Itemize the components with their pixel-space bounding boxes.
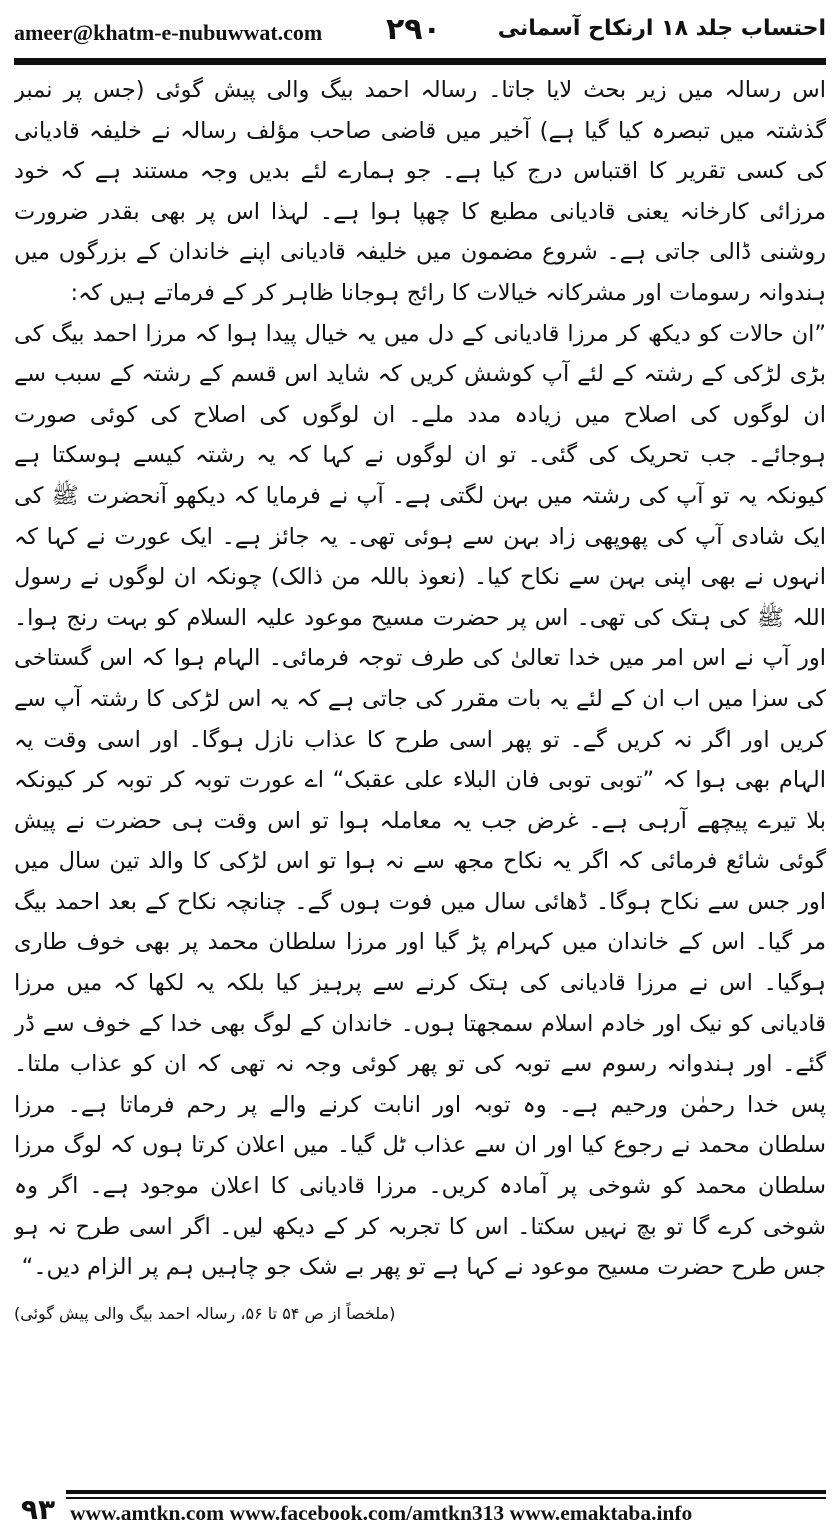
footer-page-number: ۹۳ (20, 1493, 56, 1526)
footer-rule-thick (66, 1490, 826, 1494)
header-book-title: احتساب جلد ۱۸ ارنکاح آسمانی (497, 16, 826, 41)
source-citation: (ملخصاً از ص ۵۴ تا ۵۶، رسالہ احمد بیگ والی پیش گوئی) (14, 1303, 396, 1323)
footer-rule-thin (66, 1497, 826, 1499)
main-text (14, 70, 826, 1455)
footer-website-links: www.amtkn.com www.facebook.com/amtkn313 www.emaktaba.info (70, 1501, 693, 1525)
page-header (14, 10, 826, 56)
paragraph-intro: اس رسالہ میں زیر بحث لایا جاتا۔ رسالہ احمد بیگ والی پیش گوئی (جس پر نمبر گذشتہ میں تبصرہ کیا گیا ہے) آخیر میں قاضی صاحب مؤلف رسالہ نے خلیفہ قادیانی کی کسی تقریر کا اقتباس درج کیا ہے۔ جو ہمارے لئے بدیں وجہ مستند ہے کہ خود مرزائی کارخانہ یعنی قادیانی مطبع کا چھپا ہوا ہے۔ لہذا اس پر بھی بقدر ضرورت روشنی ڈالی جاتی ہے۔ شروع مضمون میں خلیفہ قادیانی اپنے خاندان کے بزرگوں میں ہندوانہ رسومات اور مشرکانہ خیالات کا رائج ہوجانا ظاہر کر کے فرماتے ہیں کہ: (14, 77, 826, 306)
page-footer (14, 1488, 826, 1532)
paragraph-quotation: ”ان حالات کو دیکھ کر مرزا قادیانی کے دل میں یہ خیال پیدا ہوا کہ مرزا احمد بیگ کی بڑی لڑکی کے رشتہ کے لئے آپ کوشش کریں کہ شاید اس قسم کے رشتہ کے سبب سے ان لوگوں کی اصلاح میں زیادہ مدد ملے۔ ان لوگوں کی اصلاح کی کوئی صورت ہوجائے۔ جب تحریک کی گئی۔ تو ان لوگوں نے کہا کہ یہ رشتہ کیسے ہوسکتا ہے کیونکہ یہ تو آپ کی رشتہ میں بہن لگتی ہے۔ آپ نے فرمایا کہ دیکھو آنحضرت ﷺ کی ایک شادی آپ کی پھوپھی زاد بہن سے ہوئی تھی۔ یہ جائز ہے۔ ایک عورت نے کہا کہ انہوں نے بھی اپنی بہن سے نکاح کیا۔ (نعوذ باللہ من ذالک) چونکہ ان لوگوں نے رسول اللہ ﷺ کی ہتک کی تھی۔ اس پر حضرت مسیح موعود علیہ السلام کو بہت رنج ہوا۔ اور آپ نے اس امر میں خدا تعالیٰ کی طرف توجہ فرمائی۔ الہام ہوا کہ اس گستاخی کی سزا میں اب ان کے لئے یہ بات مقرر کی جاتی ہے کہ یہ اس لڑکی کا رشتہ آپ سے کریں اور اگر نہ کریں گے۔ تو پھر اسی طرح کا عذاب نازل ہوگا۔ اور اسی وقت یہ الہام بھی ہوا کہ ”توبی توبی فان البلاء علی عقبک“ اے عورت توبہ کر توبہ کر کیونکہ بلا تیرے پیچھے آرہی ہے۔ غرض جب یہ معاملہ ہوا تو اس وقت ہی حضرت نے پیش گوئی شائع فرمائی کہ اگر یہ نکاح مجھ سے نہ ہوا تو اس لڑکی کا والد تین سال میں اور جس سے نکاح ہوگا۔ ڈھائی سال میں فوت ہوں گے۔ چنانچہ نکاح کے بعد احمد بیگ مر گیا۔ اس کے خاندان میں کہرام پڑ گیا اور مرزا سلطان محمد پر بھی خوف طاری ہوگیا۔ اس نے مرزا قادیانی کی ہتک کرنے سے پرہیز کیا بلکہ یہ لکھا کہ میں مرزا قادیانی کو نیک اور خادم اسلام سمجھتا ہوں۔ خاندان کے لوگ بھی خدا کے خوف سے ڈر گئے۔ اور ہندوانہ رسوم سے توبہ کی تو پھر کوئی وجہ نہ تھی کہ ان کو عذاب ملتا۔ پس خدا رحمٰن ورحیم ہے۔ وہ توبہ اور انابت کرنے والے پر رحم فرماتا ہے۔ مرزا سلطان محمد نے رجوع کیا اور ان سے عذاب ٹل گیا۔ میں اعلان کرتا ہوں کہ لوگ مرزا سلطان محمد کو شوخی پر آمادہ کریں۔ مرزا قادیانی کا اعلان موجود ہے۔ اگر وہ شوخی کرے گا تو بچ نہیں سکتا۔ اس کا تجربہ کر کے دیکھ لیں۔ اگر اسی طرح نہ ہو جس طرح حضرت مسیح موعود نے کہا ہے تو پھر بے شک جو چاہیں ہم پر الزام دیں۔“ (14, 320, 826, 1281)
header-page-number: ۲۹۰ (386, 12, 441, 47)
header-rule (14, 58, 826, 65)
header-email: ameer@khatm-e-nubuwwat.com (14, 20, 323, 45)
